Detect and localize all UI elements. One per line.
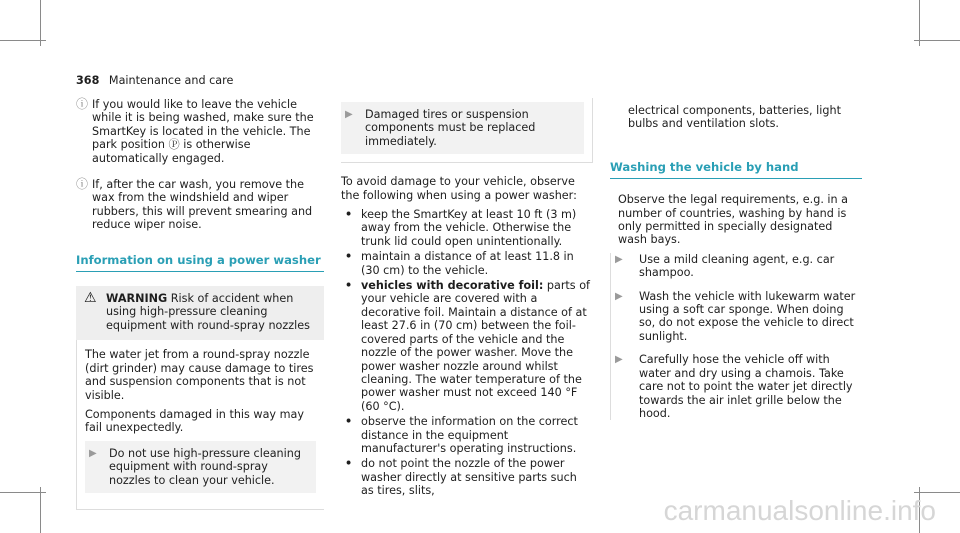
- intro-paragraph: To avoid damage to your vehicle, observe the following when using a power washer:: [341, 175, 577, 202]
- step-text: Wash the vehicle with lukewarm water using a soft car sponge. When doing so, do not expose the vehicle to direct sunlight.: [639, 289, 856, 343]
- column-2: [341, 98, 593, 500]
- action-step: [341, 102, 584, 154]
- watermark: carmanualsonline.info: [663, 495, 936, 526]
- step-text: Damaged tires or suspension components must be replaced immediately.: [365, 108, 536, 148]
- crop-mark: [914, 492, 960, 493]
- warning-paragraph: Components damaged in this way may fail unexpectedly.: [85, 407, 304, 435]
- step-text: Carefully hose the vehicle off with water and dry using a chamois. Take care not to point the water jet directly towards the air inlet grille below the hood.: [639, 353, 853, 420]
- list-item: • maintain a distance of at least 11.8 in (30 cm) to the vehicle.: [345, 250, 574, 277]
- list-item-text: maintain a distance of at least 11.8 in (30 cm) to the vehicle.: [361, 250, 574, 277]
- crop-mark: [914, 40, 960, 41]
- action-step: [611, 290, 862, 344]
- info-text: If, after the car wash, you remove the wax from the windshield and wiper rubbers, this will prevent smearing and reduce wiper noise.: [92, 178, 313, 232]
- crop-mark: [0, 40, 46, 41]
- warning-continued: [341, 98, 593, 163]
- step-text: Use a mild cleaning agent, e.g. car shampoo.: [639, 252, 835, 280]
- warning-label: WARNING: [106, 292, 168, 306]
- info-icon: ⓘ: [76, 97, 89, 111]
- bullet-list: [341, 208, 593, 498]
- list-item: • vehicles with decorative foil: parts of your vehicle are covered with a decorative foil. Maintain a distance of at least 27.6 in (70 cm) between the foil-covered parts of the vehicle and the nozzle of the power washer. Move the power washer nozzle around whilst cleaning. The water temperature of the power washer must not exceed 140 °F (60 °C).: [345, 279, 590, 413]
- step-arrow-icon: ▶: [615, 253, 623, 265]
- crop-mark: [0, 492, 46, 493]
- intro-paragraph: Observe the legal requirements, e.g. in a number of countries, washing by hand is only permitted in specially designated wash bays.: [618, 193, 849, 247]
- section-title: Washing the vehicle by hand: [610, 161, 862, 179]
- section-name: Maintenance and care: [108, 74, 234, 87]
- list-item: • do not point the nozzle of the power washer directly at sensitive parts such as tires, slits,: [345, 457, 577, 498]
- page-header: [76, 74, 233, 87]
- action-step: [611, 353, 862, 420]
- info-icon: ⓘ: [76, 177, 89, 192]
- list-item-text: parts of your vehicle are covered with a decorative foil. Maintain a distance of at least 27.6 in (70 cm) between the foil-covered parts of the vehicle and the nozzle of the power washer. Move the power washer nozzle around whilst cleaning. The water temperature of the power washer must not exceed 140 °F (60 °C).: [361, 279, 590, 413]
- steps-box: [610, 253, 862, 420]
- action-step: [611, 253, 862, 280]
- list-item-text: do not point the nozzle of the power washer directly at sensitive parts such as tires, slits,: [361, 457, 577, 498]
- section-title: Information on using a power washer: [76, 254, 324, 272]
- warning-box: [76, 286, 324, 340]
- step-arrow-icon: ▶: [89, 447, 97, 459]
- page-number: 368: [76, 74, 100, 87]
- step-arrow-icon: ▶: [615, 354, 623, 366]
- info-note: [76, 178, 324, 232]
- step-text: Do not use high-pressure cleaning equipment with round-spray nozzles to clean your vehicle.: [109, 446, 301, 487]
- step-arrow-icon: ▶: [345, 109, 353, 120]
- list-item-bold: vehicles with decorative foil:: [361, 279, 544, 293]
- info-text: If you would like to leave the vehicle while it is being washed, make sure the SmartKey is located in the vehicle. The park position Ⓟ is otherwise automatically engaged.: [92, 98, 314, 165]
- warning-body: [76, 340, 324, 510]
- list-item-text: observe the information on the correct distance in the equipment manufacturer's operating instructions.: [361, 415, 578, 455]
- step-arrow-icon: ▶: [615, 290, 623, 302]
- list-item: • keep the SmartKey at least 10 ft (3 m) away from the vehicle. Otherwise the trunk lid could open unintentionally.: [345, 208, 577, 248]
- warning-text: Risk of accident when using high-pressure cleaning equipment with round-spray nozzles: [106, 292, 310, 332]
- column-1: [76, 98, 324, 510]
- continued-text: electrical components, batteries, light bulbs and ventilation slots.: [628, 104, 841, 131]
- warning-icon: ⚠: [84, 290, 97, 307]
- warning-paragraph: The water jet from a round-spray nozzle (dirt grinder) may cause damage to tires and suspension components that is not visible.: [85, 348, 314, 402]
- crop-mark: [40, 487, 41, 533]
- column-3: [610, 98, 862, 430]
- action-step: [85, 441, 316, 493]
- list-item-text: keep the SmartKey at least 10 ft (3 m) away from the vehicle. Otherwise the trunk lid could open unintentionally.: [361, 208, 577, 248]
- info-note: [76, 98, 324, 165]
- list-item: • observe the information on the correct distance in the equipment manufacturer's operating instructions.: [345, 415, 578, 455]
